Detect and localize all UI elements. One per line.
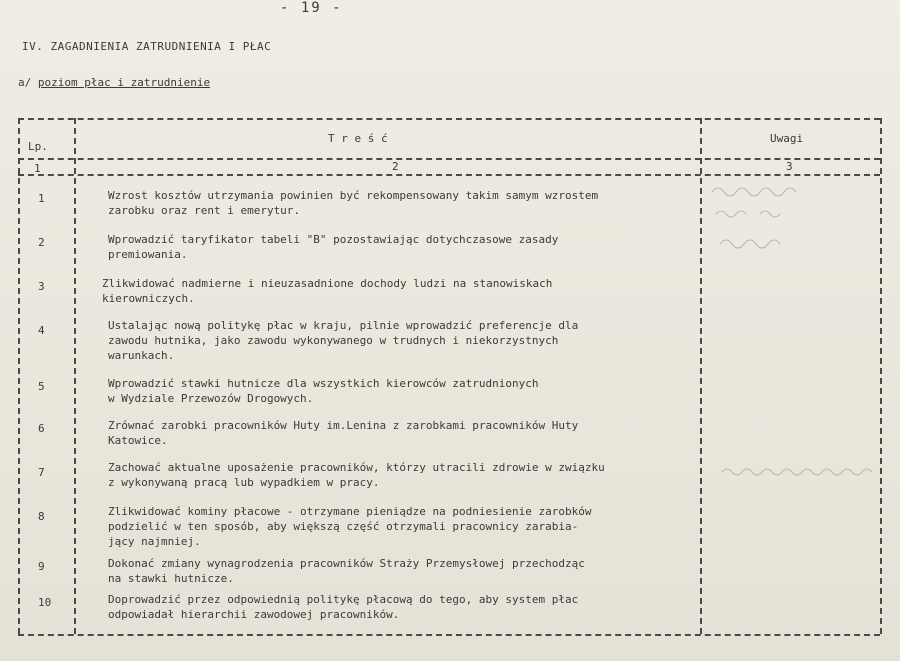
row-number: 3 [38, 280, 45, 293]
table-bottom-border [18, 634, 880, 636]
header-separator [18, 158, 880, 160]
row-text: Wzrost kosztów utrzymania powinien być rekompensowany takim samym wzrostem zarobku oraz rent i emerytur. [108, 189, 599, 217]
table-top-border [18, 118, 880, 120]
row-number: 5 [38, 380, 45, 393]
uwagi-column-divider [700, 118, 702, 634]
row-number: 7 [38, 466, 45, 479]
row-text: Dokonać zmiany wynagrodzenia pracowników Straży Przemysłowej przechodząc na stawki hutnicze. [108, 557, 585, 585]
subsection-prefix: a/ [18, 76, 38, 89]
column-number-1: 1 [34, 162, 41, 175]
row-text: Zachować aktualne uposażenie pracowników, którzy utracili zdrowie w związku z wykonywaną pracą lub wypadkiem w pracy. [108, 461, 605, 489]
row-text: Zlikwidować nadmierne i nieuzasadnione dochody ludzi na stanowiskach kierowniczych. [102, 277, 553, 305]
section-title: IV. ZAGADNIENIA ZATRUDNIENIA I PŁAC [22, 40, 272, 53]
lp-column-divider [74, 118, 76, 634]
row-text: Wprowadzić taryfikator tabeli "B" pozostawiając dotychczasowe zasady premiowania. [108, 233, 559, 261]
subsection-label: poziom płac i zatrudnienie [37, 76, 211, 89]
row-number: 8 [38, 510, 45, 523]
table-left-border [18, 118, 20, 634]
header-lp: Lp. [28, 140, 48, 153]
row-number: 10 [38, 596, 52, 609]
header-tresc: T r e ś ć [328, 132, 388, 145]
page-number: - 19 - [280, 0, 343, 16]
row-text: Wprowadzić stawki hutnicze dla wszystkich kierowców zatrudnionych w Wydziale Przewozów Drogowych. [108, 377, 539, 405]
row-text: Zlikwidować kominy płacowe - otrzymane pieniądze na podniesienie zarobków podzielić w ten sposób, aby większą część otrzymali pracownicy zarabia- jący najmniej. [108, 505, 592, 548]
row-text: Doprowadzić przez odpowiednią politykę płacową do tego, aby system płac odpowiadał hierarchii zawodowej pracowników. [108, 593, 579, 621]
column-number-2: 2 [392, 160, 399, 173]
row-text: Zrównać zarobki pracowników Huty im.Lenina z zarobkami pracowników Huty Katowice. [108, 419, 579, 447]
header-uwagi: Uwagi [770, 132, 804, 145]
row-number: 2 [38, 236, 45, 249]
row-number: 6 [38, 422, 45, 435]
column-number-separator [18, 174, 880, 176]
column-number-3: 3 [786, 160, 793, 173]
row-number: 1 [38, 192, 45, 205]
table-right-border [880, 118, 882, 634]
row-text: Ustalając nową politykę płac w kraju, pilnie wprowadzić preferencje dla zawodu hutnika, jako zawodu wykonywanego w trudnych i niekorzystnych warunkach. [108, 319, 579, 362]
row-number: 4 [38, 324, 45, 337]
row-number: 9 [38, 560, 45, 573]
